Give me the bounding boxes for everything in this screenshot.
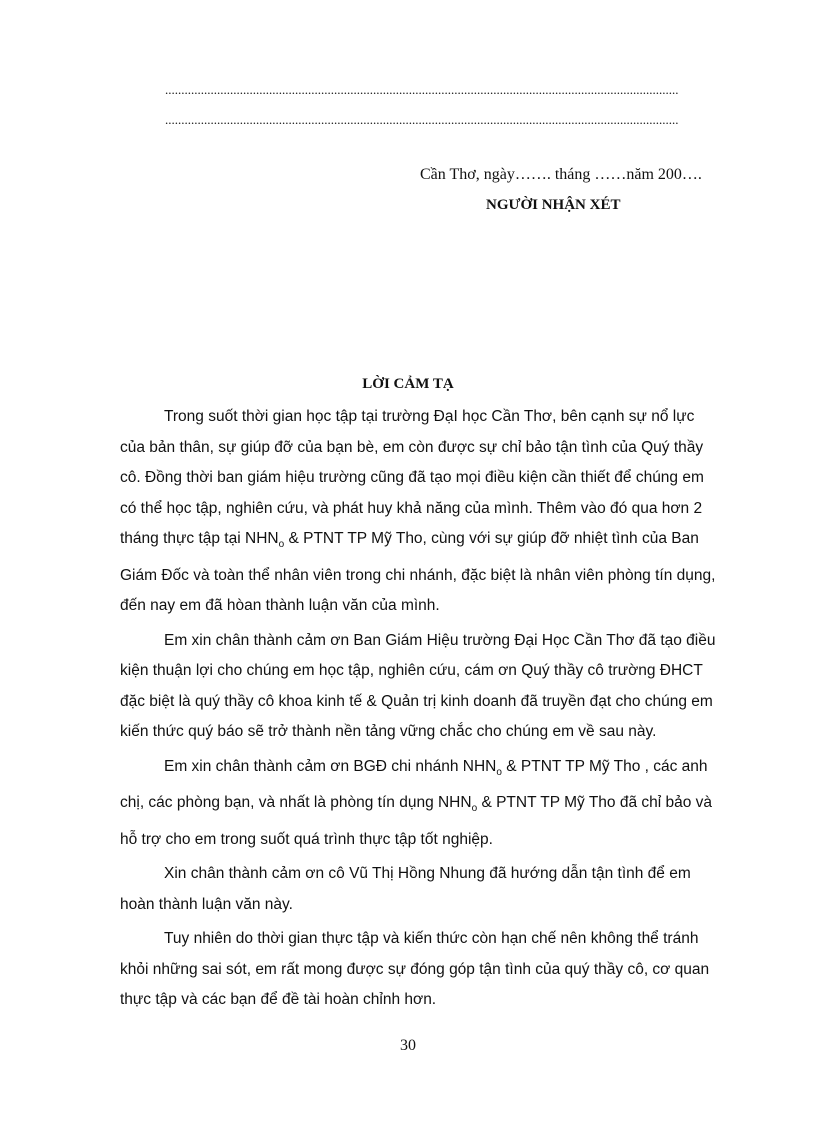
- bank-subscript: o: [496, 766, 502, 778]
- bank-name: NHN: [245, 530, 279, 547]
- dotted-line-1: ..............................................................................................................................................................: [165, 82, 679, 97]
- paragraph-1-text: Trong suốt thời gian học tập tại trường ĐạI học Cần Thơ, bên cạnh sự nổ lực của bản thân, sự giúp đỡ của bạn bè, em còn được sự chỉ bảo tận tình của Quý thầy cô. Đồng thời ban giám hiệu trường cũng đã tạo mọi điều kiện cần thiết để chúng em có thể học tập, nghiên cứu, và phát huy khả năng của mình. Thêm vào đó qua hơn 2 tháng thực tập tại: [120, 408, 704, 547]
- acknowledgement-body: [120, 402, 720, 1020]
- dotted-line-2: ..............................................................................................................................................................: [165, 112, 679, 127]
- paragraph-4: Xin chân thành cảm ơn cô Vũ Thị Hồng Nhung đã hướng dẫn tận tình để em hoàn thành luận văn này.: [120, 865, 691, 913]
- page-number: 30: [400, 1037, 416, 1054]
- paragraph-3-part-c: & PTNT TP Mỹ Tho đã chỉ bảo và hỗ trợ cho em trong suốt quá trình thực tập tốt nghiệp.: [120, 794, 713, 848]
- reviewer-title: NGƯỜI NHẬN XÉT: [486, 197, 621, 213]
- paragraph-5: Tuy nhiên do thời gian thực tập và kiến thức còn hạn chế nên không thể tránh khỏi những sai sót, em rất mong được sự đóng góp tận tình của quý thầy cô, cơ quan thực tập và các bạn để đề tài hoàn chỉnh hơn.: [120, 930, 710, 1009]
- paragraph-3-part-b: & PTNT TP Mỹ Tho , các anh chị, các phòng bạn, và nhất là phòng tín dụng NHN: [120, 757, 708, 812]
- acknowledgement-heading: LỜI CẢM TẠ: [362, 376, 454, 392]
- paragraph-3-part-a: Em xin chân thành cảm ơn BGĐ chi nhánh NHN: [164, 757, 497, 775]
- bank-subscript: o: [471, 803, 478, 815]
- paragraph-1: [120, 402, 720, 622]
- paragraph-1-rest: & PTNT TP Mỹ Tho, cùng với sự giúp đỡ nhiệt tình của Ban Giám Đốc và toàn thể nhân viên trong chi nhánh, đặc biệt là nhân viên phòng tín dụng, đến nay em đã hòan thành luận văn của mình.: [120, 530, 716, 615]
- date-line: Cần Thơ, ngày……. tháng ……năm 200….: [420, 166, 702, 183]
- bank-subscript: o: [278, 539, 285, 551]
- paragraph-3: [120, 752, 720, 856]
- paragraph-2: Em xin chân thành cảm ơn Ban Giám Hiệu trường Đại Học Cần Thơ đã tạo điều kiện thuận lợi cho chúng em học tập, nghiên cứu, cám ơn Quý thầy cô trường ĐHCT đặc biệt là quý thầy cô khoa kinh tế & Quản trị kinh doanh đã truyền đạt cho chúng em kiến thức quý báo sẽ trở thành nền tảng vững chắc cho chúng em về sau này.: [120, 631, 716, 741]
